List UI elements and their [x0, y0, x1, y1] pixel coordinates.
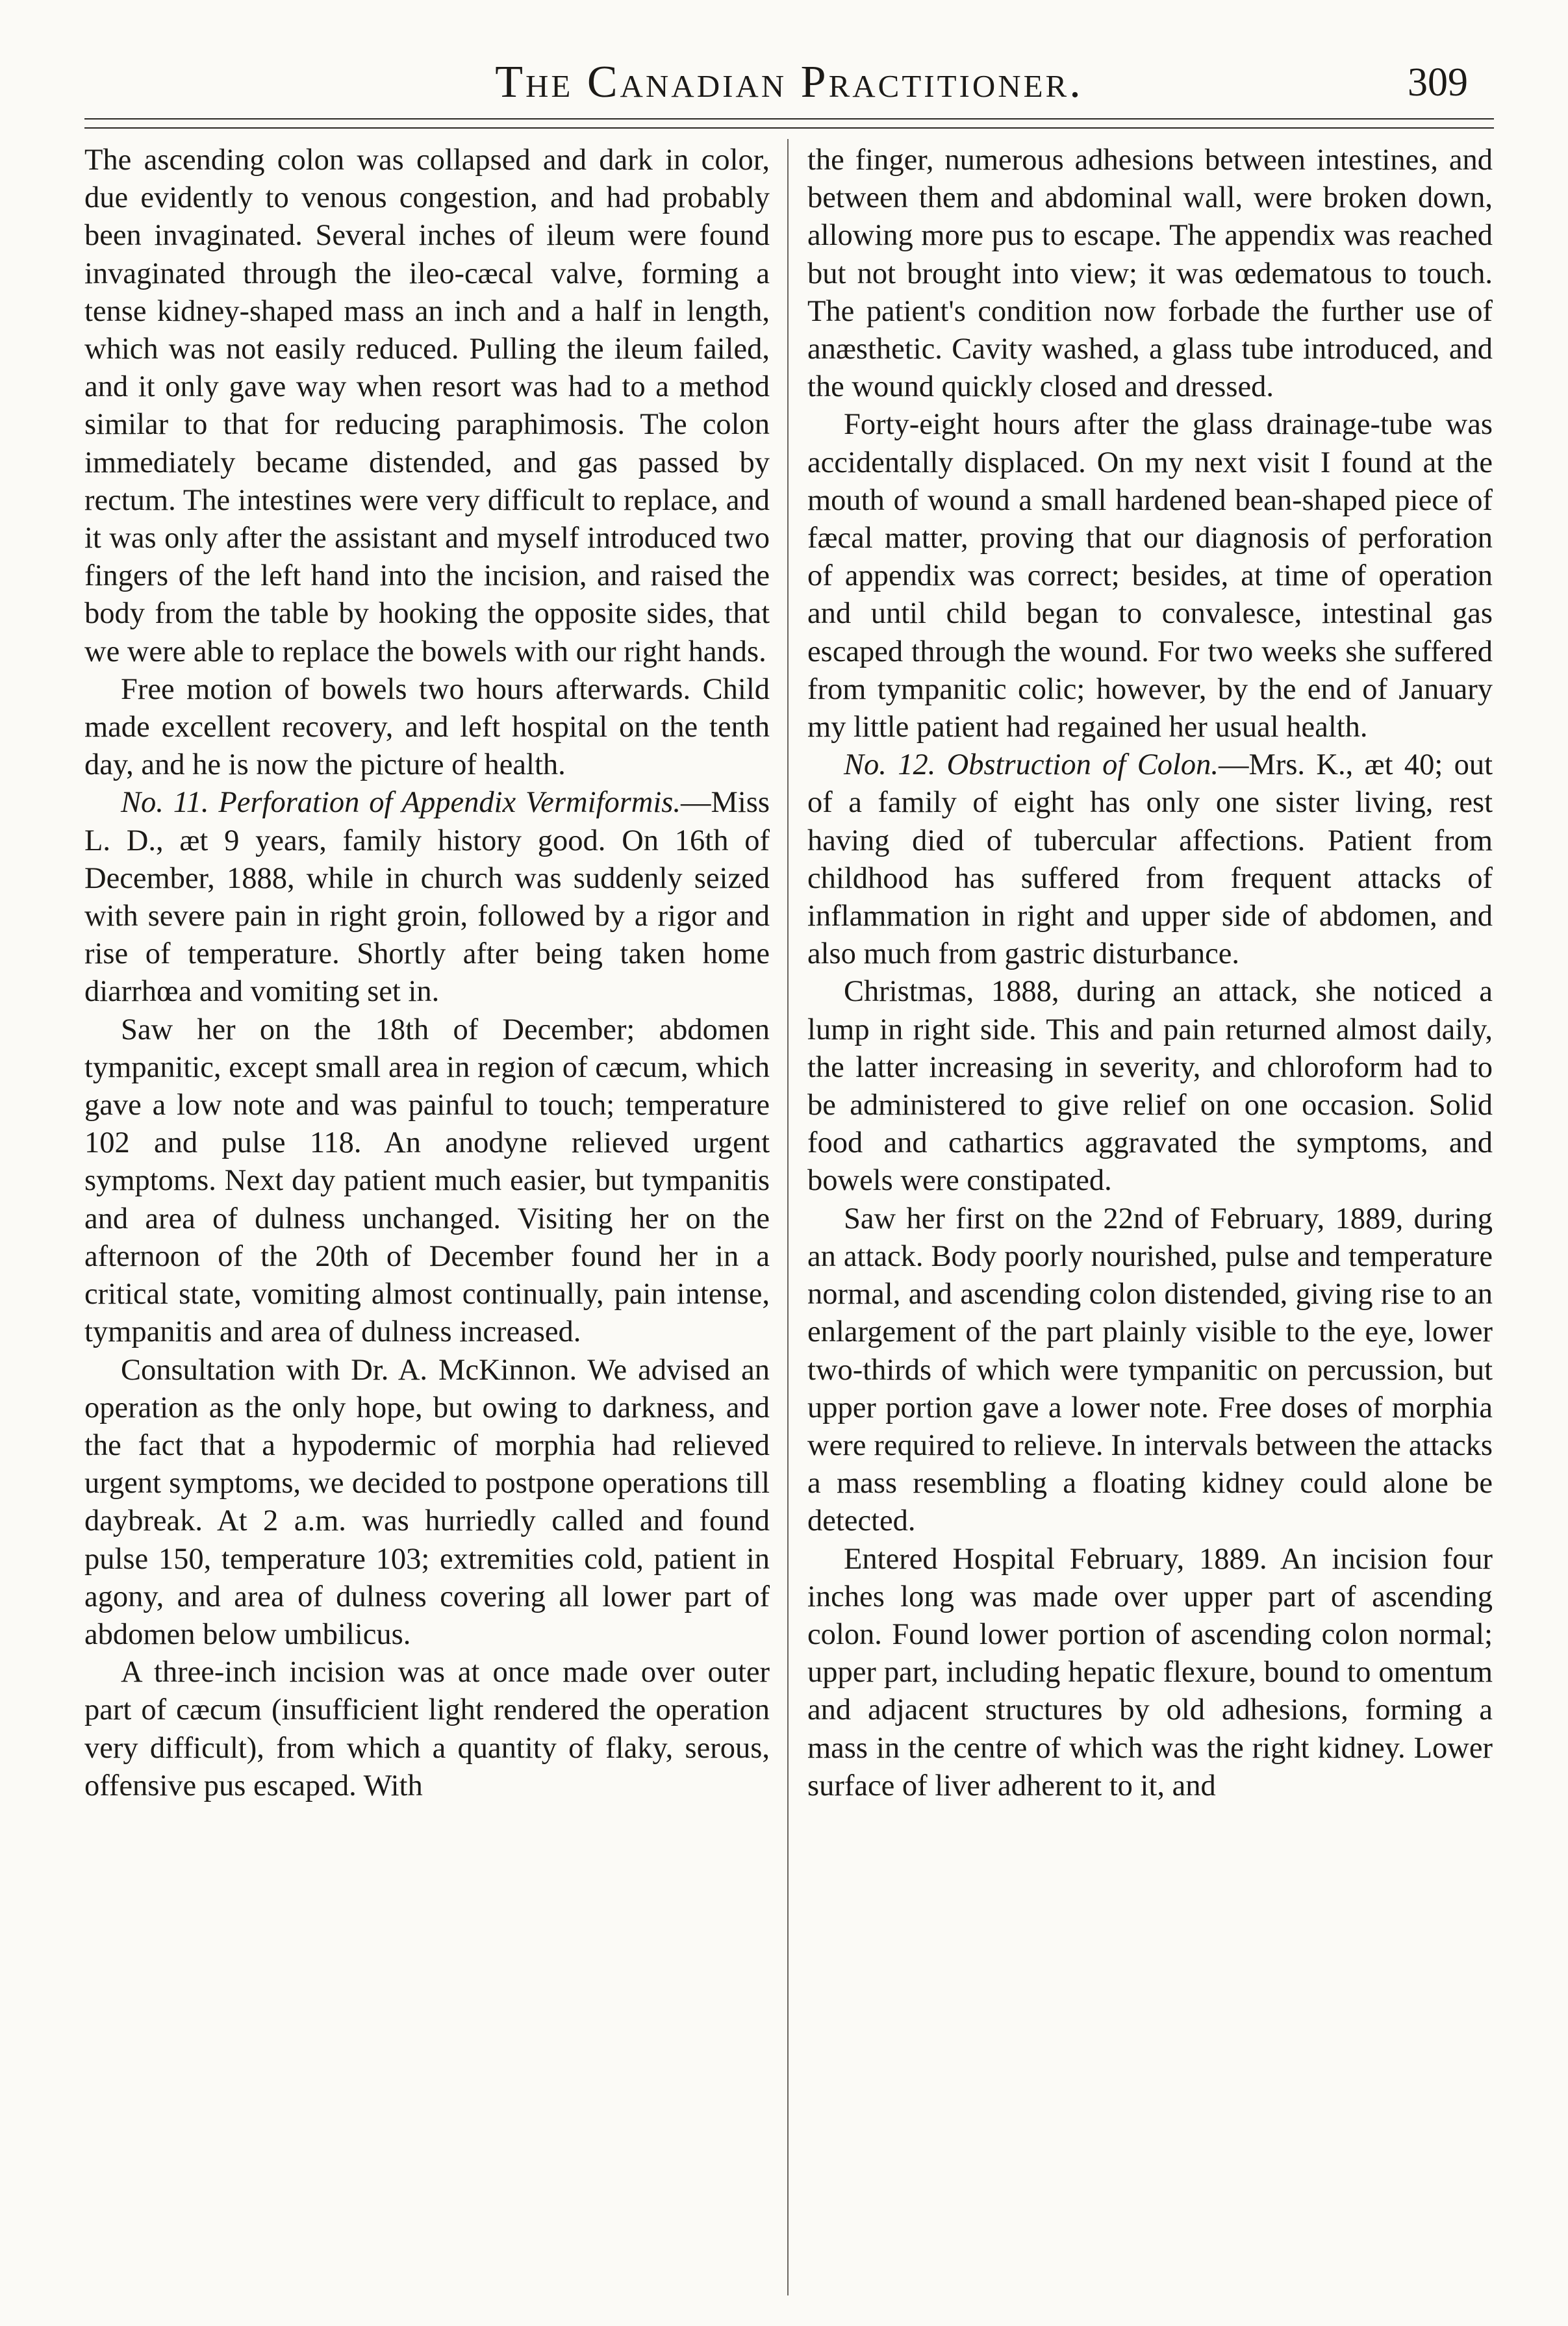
paragraph: Saw her on the 18th of December; abdomen tympanitic, except small area in region of cæcum, which gave a low note and was painful to touch; temperature 102 and pulse 118. An anodyne relieved urgent symptoms. Next day patient much easier, but tympanitis and area of dulness unchanged. Visiting her on the afternoon of the 20th of December found her in a critical state, vomiting almost continually, pain intense, tympanitis and area of dulness increased.: [84, 1013, 770, 1349]
case-paragraph: [84, 784, 770, 1011]
paragraph: Forty-eight hours after the glass drainage-tube was accidentally displaced. On my next visit I found at the mouth of wound a small hardened bean-shaped piece of fæcal matter, proving that our diagnosis of perforation of appendix was correct; besides, at time of operation and until child began to convalesce, intestinal gas escaped through the wound. For two weeks she suffered from tympanitic colic; however, by the end of January my little patient had regained her usual health.: [807, 408, 1493, 744]
case-body: —Mrs. K., æt 40; out of a family of eight has only one sister living, rest having died of tubercular affections. Patient from childhood has suffered from frequent attacks of inflammation in right and upper side of abdomen, and also much from gastric disturbance.: [807, 748, 1493, 971]
case-body: —Miss L. D., æt 9 years, family history good. On 16th of December, 1888, while in church was suddenly seized with severe pain in right groin, followed by a rigor and rise of temperature. Shortly after being taken home diarrhœa and vomiting set in.: [84, 786, 770, 1009]
paragraph: A three-inch incision was at once made over outer part of cæcum (insufficient light rendered the operation very difficult), from which a quantity of flaky, serous, offensive pus escaped. With: [84, 1656, 770, 1802]
page-number: 309: [1408, 60, 1468, 105]
paragraph: Free motion of bowels two hours afterwards. Child made excellent recovery, and left hospital on the tenth day, and he is now the picture of health.: [84, 672, 770, 782]
paragraph: Saw her first on the 22nd of February, 1889, during an attack. Body poorly nourished, pulse and temperature normal, and ascending colon distended, giving rise to an enlargement of the part plainly visible to the eye, lower two-thirds of which were tympanitic on percussion, but upper portion gave a lower note. Free doses of morphia were required to relieve. In intervals between the attacks a mass resembling a floating kidney could alone be detected.: [807, 1202, 1493, 1538]
column-divider: [787, 139, 789, 2295]
running-head: [84, 47, 1494, 118]
header-rule-lower: [84, 127, 1494, 129]
paragraph: Consultation with Dr. A. McKinnon. We advised an operation as the only hope, but owing to darkness, and the fact that a hypodermic of morphia had relieved urgent symptoms, we decided to postpone operations till daybreak. At 2 a.m. was hurriedly called and found pulse 150, temperature 103; extremities cold, patient in agony, and area of dulness covering all lower part of abdomen below umbilicus.: [84, 1353, 770, 1651]
paragraph: the finger, numerous adhesions between intestines, and between them and abdominal wall, were broken down, allowing more pus to escape. The appendix was reached but not brought into view; it was œdematous to touch. The patient's condition now forbade the further use of anæsthetic. Cavity washed, a glass tube introduced, and the wound quickly closed and dressed.: [807, 144, 1493, 404]
left-column: [84, 142, 770, 1805]
case-heading: No. 12. Obstruction of Colon.: [844, 748, 1219, 782]
paragraph: Entered Hospital February, 1889. An incision four inches long was made over upper part of ascending colon. Found lower portion of ascending colon normal; upper part, including hepatic flexure, bound to omentum and adjacent structures by old adhesions, forming a mass in the centre of which was the right kidney. Lower surface of liver adherent to it, and: [807, 1542, 1493, 1802]
paragraph: Christmas, 1888, during an attack, she noticed a lump in right side. This and pain returned almost daily, the latter increasing in severity, and chloroform had to be administered to give relief on one occasion. Solid food and cathartics aggravated the symptoms, and bowels were constipated.: [807, 975, 1493, 1198]
paragraph: The ascending colon was collapsed and dark in color, due evidently to venous congestion, and had probably been invaginated. Several inches of ileum were found invaginated through the ileo-cæcal valve, forming a tense kidney-shaped mass an inch and a half in length, which was not easily reduced. Pulling the ileum failed, and it only gave way when resort was had to a method similar to that for reducing paraphimosis. The colon immediately became distended, and gas passed by rectum. The intestines were very difficult to replace, and it was only after the assistant and myself introduced two fingers of the left hand into the incision, and raised the body from the table by hooking the opposite sides, that we were able to replace the bowels with our right hands.: [84, 144, 770, 668]
right-column: [807, 142, 1493, 1805]
journal-title: The Canadian Practitioner.: [495, 57, 1083, 107]
header-rule-upper: [84, 118, 1494, 120]
case-heading: No. 11. Perforation of Appendix Vermiformis.: [121, 786, 681, 820]
case-paragraph: [807, 746, 1493, 973]
